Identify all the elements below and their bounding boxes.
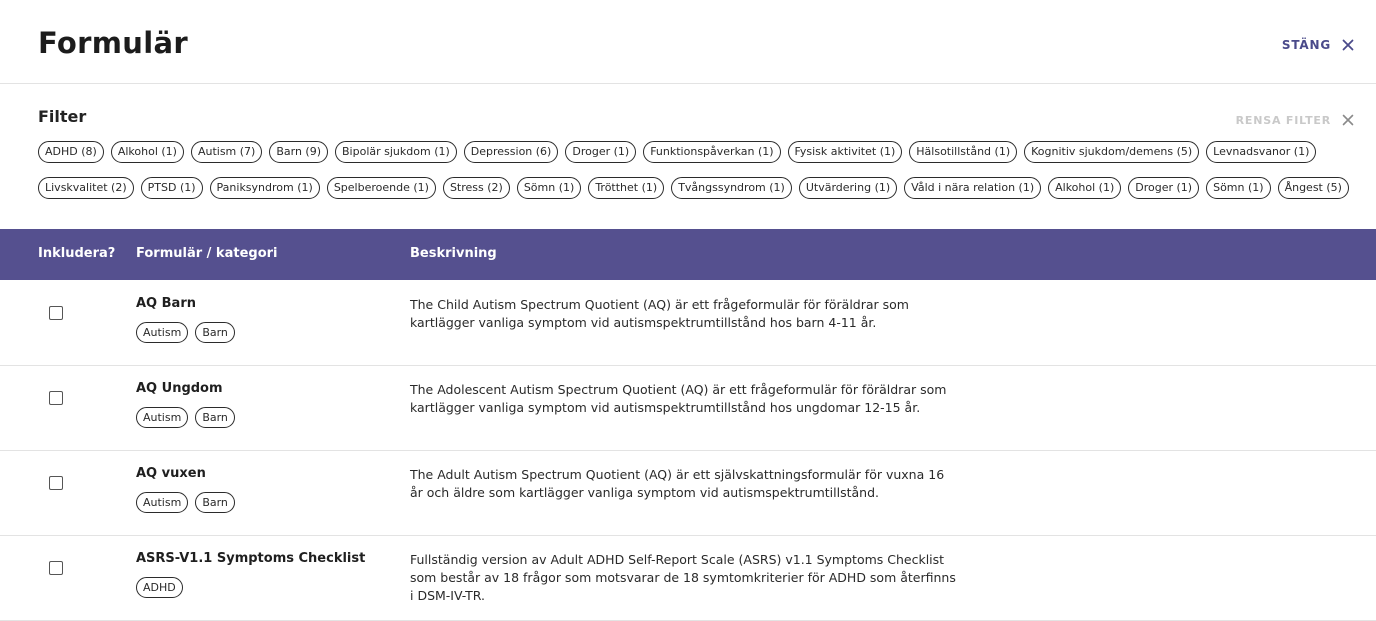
filter-chip[interactable]: Alkohol (1) bbox=[111, 141, 184, 163]
filter-chip[interactable]: Fysisk aktivitet (1) bbox=[788, 141, 903, 163]
filter-chip[interactable]: PTSD (1) bbox=[141, 177, 203, 199]
category-tags bbox=[136, 577, 183, 598]
category-tag: Autism bbox=[136, 407, 188, 428]
page-title: Formulär bbox=[38, 26, 188, 60]
filter-chip[interactable]: ADHD (8) bbox=[38, 141, 104, 163]
filter-chip[interactable]: Våld i nära relation (1) bbox=[904, 177, 1041, 199]
filter-chip[interactable]: Hälsotillstånd (1) bbox=[909, 141, 1017, 163]
filter-chip[interactable]: Trötthet (1) bbox=[588, 177, 664, 199]
close-button[interactable] bbox=[1282, 37, 1356, 53]
category-tag: Barn bbox=[195, 407, 235, 428]
form-description: Fullständig version av Adult ADHD Self-Report Scale (ASRS) v1.1 Symptoms Checklist som består av 18 frågor som motsvarar de 18 symtomkriterier för ADHD som återfinns i DSM-IV-TR. bbox=[410, 552, 956, 603]
table-row bbox=[0, 281, 1376, 366]
form-name: ASRS-V1.1 Symptoms Checklist bbox=[136, 551, 366, 566]
form-name: AQ vuxen bbox=[136, 466, 206, 481]
filter-chip[interactable]: Autism (7) bbox=[191, 141, 262, 163]
filter-chip[interactable]: Kognitiv sjukdom/demens (5) bbox=[1024, 141, 1199, 163]
filter-chip[interactable]: Funktionspåverkan (1) bbox=[643, 141, 780, 163]
filter-chip[interactable]: Bipolär sjukdom (1) bbox=[335, 141, 457, 163]
include-checkbox[interactable] bbox=[49, 306, 63, 320]
filter-chip[interactable]: Droger (1) bbox=[565, 141, 636, 163]
category-tag: Barn bbox=[195, 322, 235, 343]
category-tag: Barn bbox=[195, 492, 235, 513]
category-tags bbox=[136, 407, 235, 428]
include-checkbox[interactable] bbox=[49, 391, 63, 405]
filter-chip[interactable]: Tvångssyndrom (1) bbox=[671, 177, 792, 199]
include-checkbox[interactable] bbox=[49, 476, 63, 490]
table-header bbox=[0, 229, 1376, 280]
clear-filter-label: RENSA FILTER bbox=[1235, 113, 1331, 127]
table-row bbox=[0, 451, 1376, 536]
filter-chip[interactable]: Paniksyndrom (1) bbox=[210, 177, 320, 199]
filter-chip[interactable]: Utvärdering (1) bbox=[799, 177, 897, 199]
category-tags bbox=[136, 322, 235, 343]
filter-heading: Filter bbox=[38, 107, 87, 126]
filter-chip[interactable]: Sömn (1) bbox=[517, 177, 581, 199]
filter-chip[interactable]: Levnadsvanor (1) bbox=[1206, 141, 1316, 163]
filter-chip[interactable]: Livskvalitet (2) bbox=[38, 177, 134, 199]
form-name: AQ Barn bbox=[136, 296, 196, 311]
form-description: The Adult Autism Spectrum Quotient (AQ) är ett självskattningsformulär för vuxna 16 år och äldre som kartlägger vanliga symptom vid autismspektrumtillstånd. bbox=[410, 467, 945, 500]
column-header-include: Inkludera? bbox=[38, 246, 116, 261]
filter-chip[interactable]: Alkohol (1) bbox=[1048, 177, 1121, 199]
filter-chip-row-1 bbox=[38, 141, 1316, 163]
filter-chip[interactable]: Sömn (1) bbox=[1206, 177, 1270, 199]
filter-chip-row-2 bbox=[38, 177, 1349, 199]
form-description: The Adolescent Autism Spectrum Quotient (AQ) är ett frågeformulär för föräldrar som kartlägger vanliga symptom vid autismspektrumtillstånd hos ungdomar 12-15 år. bbox=[410, 382, 947, 415]
column-header-description: Beskrivning bbox=[410, 246, 497, 261]
column-header-form: Formulär / kategori bbox=[136, 246, 278, 261]
form-description: The Child Autism Spectrum Quotient (AQ) är ett frågeformulär för föräldrar som kartlägger vanliga symptom vid autismspektrumtillstånd hos barn 4-11 år. bbox=[410, 297, 909, 330]
filter-chip[interactable]: Depression (6) bbox=[464, 141, 559, 163]
filter-chip[interactable]: Barn (9) bbox=[269, 141, 328, 163]
clear-filter-button[interactable] bbox=[1236, 112, 1356, 128]
close-icon bbox=[1340, 37, 1356, 53]
filter-chip[interactable]: Droger (1) bbox=[1128, 177, 1199, 199]
form-name: AQ Ungdom bbox=[136, 381, 223, 396]
category-tag: Autism bbox=[136, 322, 188, 343]
modal-header bbox=[0, 0, 1376, 84]
filter-chip[interactable]: Ångest (5) bbox=[1278, 177, 1349, 199]
filter-chip[interactable]: Spelberoende (1) bbox=[327, 177, 436, 199]
category-tag: ADHD bbox=[136, 577, 183, 598]
close-icon bbox=[1340, 112, 1356, 128]
category-tag: Autism bbox=[136, 492, 188, 513]
category-tags bbox=[136, 492, 235, 513]
table-row bbox=[0, 366, 1376, 451]
include-checkbox[interactable] bbox=[49, 561, 63, 575]
filter-chip[interactable]: Stress (2) bbox=[443, 177, 510, 199]
close-label: STÄNG bbox=[1281, 38, 1331, 52]
table-row bbox=[0, 536, 1376, 621]
